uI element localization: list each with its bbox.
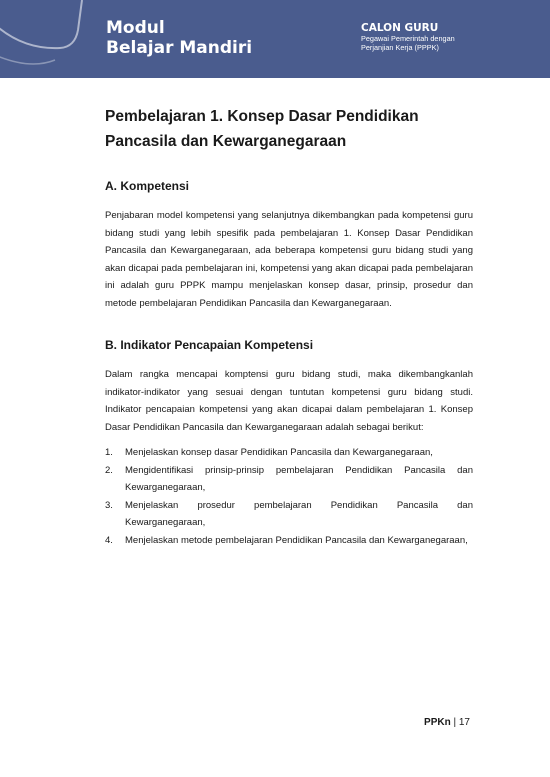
section-a-paragraph: Penjabaran model kompetensi yang selanjutnya dikembangkan pada kompetensi guru bidang studi yang lebih spesifik pada pembelajaran 1. Konsep Dasar Pendidikan Pancasila dan Kewarganegaraan, ada beberapa kompetensi guru bidang studi yang akan dicapai pada pembelajaran ini, kompetensi yang akan dicapai pada pembelajaran ini adalah guru PPPK mampu menjelaskan konsep dasar, prinsip, prosedur dan metode pembelajaran Pendidikan Pancasila dan Kewarganegaraan. bbox=[105, 210, 473, 309]
program-title-main: CALON GURU bbox=[361, 22, 439, 34]
list-item-number: 4. bbox=[105, 534, 113, 546]
list-item-text: Menjelaskan prosedur pembelajaran Pendidikan Pancasila dan Kewarganegaraan, bbox=[125, 499, 473, 528]
page-number: 17 bbox=[458, 717, 470, 728]
list-item-number: 1. bbox=[105, 447, 113, 458]
list-item-text: Menjelaskan konsep dasar Pendidikan Pancasila dan Kewarganegaraan, bbox=[125, 447, 433, 458]
list-item bbox=[105, 444, 473, 462]
program-subtitle-line2: Perjanjian Kerja (PPPK) bbox=[361, 43, 439, 52]
list-item bbox=[105, 462, 473, 497]
footer-separator: | bbox=[453, 717, 457, 728]
list-item-text: Menjelaskan metode pembelajaran Pendidikan Pancasila dan Kewarganegaraan, bbox=[125, 534, 468, 546]
list-item-text: Mengidentifikasi prinsip-prinsip pembelajaran Pendidikan Pancasila dan Kewarganegaraan, bbox=[125, 464, 473, 493]
section-a-title: A. Kompetensi bbox=[105, 179, 190, 193]
list-item-number: 3. bbox=[105, 499, 113, 511]
chapter-title-line1: Pembelajaran 1. Konsep Dasar Pendidikan bbox=[105, 108, 419, 125]
module-title bbox=[106, 18, 252, 58]
module-title-line1: Modul bbox=[106, 18, 165, 38]
page-content bbox=[105, 104, 473, 549]
footer-subject: PPKn bbox=[424, 717, 451, 728]
header-decoration-icon bbox=[0, 0, 550, 78]
indicator-list bbox=[105, 444, 473, 549]
page-footer bbox=[424, 717, 470, 728]
module-title-line2: Belajar Mandiri bbox=[106, 38, 253, 58]
program-title bbox=[361, 22, 455, 52]
list-item-number: 2. bbox=[105, 464, 113, 476]
program-subtitle-line1: Pegawai Pemerintah dengan bbox=[361, 34, 455, 43]
list-item bbox=[105, 497, 473, 532]
section-b-title: B. Indikator Pencapaian Kompetensi bbox=[105, 338, 314, 352]
section-b-paragraph: Dalam rangka mencapai komptensi guru bidang studi, maka dikembangkanlah indikator-indikator yang sesuai dengan tuntutan kompetensi guru bidang studi. Indikator pencapaian kompetensi yang akan dicapai dalam pembelajaran 1. Konsep Dasar Pendidikan Pancasila dan Kewarganegaraan adalah sebagai berikut: bbox=[105, 369, 473, 433]
header-band bbox=[0, 0, 550, 78]
list-item bbox=[105, 532, 473, 550]
chapter-title-line2: Pancasila dan Kewarganegaraan bbox=[105, 133, 347, 150]
chapter-title bbox=[105, 104, 473, 154]
